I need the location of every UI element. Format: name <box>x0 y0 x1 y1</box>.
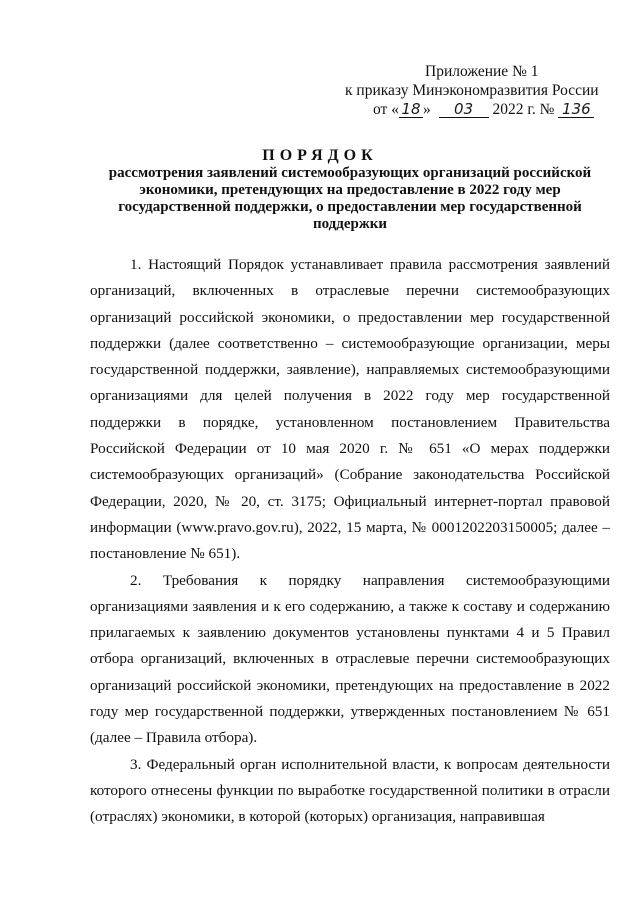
document-body <box>90 252 610 831</box>
date-prefix: от « <box>373 101 399 118</box>
subtitle-line: государственной поддержки, о предоставлении мер государственной <box>118 199 582 215</box>
subtitle-line: экономики, претендующих на предоставление в 2022 году мер <box>139 182 561 198</box>
date-year: 2022 г. № <box>492 101 555 118</box>
paragraph-2: 2. Требования к порядку направления системообразующими организациями заявления и к его содержанию, а также к составу и содержанию прилагаемых к заявлению документов установлены пунктами 4 и 5 Правил отбора организаций, включенных в отраслевые перечни системообразующих организаций российской экономики, претендующих на предоставление в 2022 году мер государственной поддержки, утвержденных постановлением № 651 (далее – Правила отбора). <box>90 571 610 747</box>
handwritten-month: 03 <box>439 101 489 118</box>
appendix-date-line <box>373 100 594 119</box>
paragraph-1: 1. Настоящий Порядок устанавливает правила рассмотрения заявлений организаций, включенных в отраслевые перечни системообразующих организаций российской экономики, о предоставлении мер государственной поддержки (далее соответственно – системообразующие организации, меры государственной поддержки, заявление), направляемых системообразующими организациями для целей получения в 2022 году мер государственной поддержки в порядке, установленном постановлением Правительства Российской Федерации от 10 мая 2020 г. № 651 «О мерах поддержки системообразующих организаций» (Собрание законодательства Российской Федерации, 2020, № 20, ст. 3175; Официальный интернет-портал правовой информации (www.pravo.gov.ru), 2022, 15 марта, № 0001202203150005; далее – постановление № 651). <box>90 256 610 563</box>
paragraph-3: 3. Федеральный орган исполнительной власти, к вопросам деятельности которого отнесены функции по выработке государственной политики в отрасли (отраслях) экономики, в которой (которых) организация, направившая <box>90 755 610 826</box>
document-title: ПОРЯДОК <box>262 147 378 164</box>
appendix-order-reference: к приказу Минэкономразвития России <box>345 82 599 99</box>
appendix-number: Приложение № 1 <box>425 63 539 80</box>
subtitle-line: поддержки <box>312 216 388 232</box>
subtitle-line: рассмотрения заявлений системообразующих организаций российской <box>108 165 592 181</box>
document-subtitle <box>100 165 600 233</box>
handwritten-order-number: 136 <box>558 101 594 118</box>
handwritten-day: 18 <box>399 101 423 118</box>
date-mid: » <box>422 101 431 118</box>
